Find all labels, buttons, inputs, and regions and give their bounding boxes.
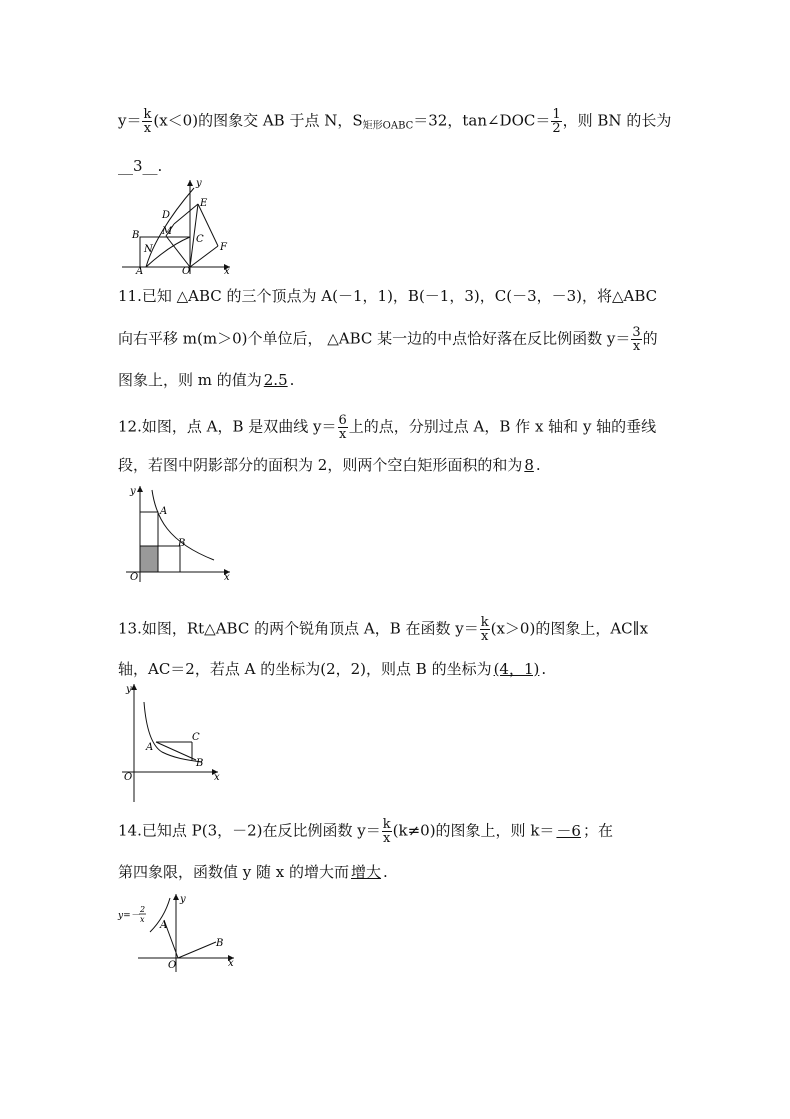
q14-answer-trend: 增大 — [351, 863, 382, 881]
label-o: O — [130, 572, 139, 583]
numerator: 6 — [338, 413, 347, 428]
line-ob — [178, 942, 216, 958]
q11-text: 的 — [642, 329, 658, 348]
q12-text: 段，若图中阴影部分的面积为 2，则两个空白矩形面积的和为 — [118, 456, 523, 474]
label-m: M — [162, 226, 173, 237]
q12-line2 — [118, 455, 541, 475]
q14-line1 — [118, 818, 613, 845]
q14-text: ；在 — [582, 821, 613, 840]
q11-text: 向右平移 m(m＞0)个单位后， △ABC 某一边的中点恰好落在反比例函数 y＝ — [118, 329, 631, 348]
q14-line2 — [118, 862, 388, 882]
q12-answer: 8 — [524, 456, 534, 474]
q11-line3 — [118, 370, 294, 390]
fraction — [480, 616, 490, 643]
label-b: B — [196, 758, 204, 769]
label-y: y — [180, 894, 186, 905]
label-a: A — [136, 266, 144, 276]
q14-text: 第四象限，函数值 y 随 x 的增大而 — [118, 863, 350, 881]
label-a: A — [160, 920, 168, 931]
label-c: C — [196, 234, 204, 245]
q10-text: y＝ — [118, 111, 142, 130]
q14-text: . — [383, 863, 388, 881]
q13-text: . — [541, 660, 547, 678]
q11-text: . — [289, 371, 295, 389]
eq-label: y=－ — [118, 911, 140, 921]
fraction — [338, 414, 348, 441]
q13-figure — [118, 680, 230, 804]
fraction — [382, 818, 392, 845]
q14-text: (k≠0)的图象上，则 k＝ — [392, 821, 555, 840]
line-ed — [174, 204, 198, 224]
y-arrow-icon — [173, 894, 179, 900]
q12-text: . — [535, 456, 541, 474]
label-x: x — [224, 266, 230, 276]
numerator: 3 — [632, 325, 641, 340]
label-o: O — [182, 266, 191, 276]
q12-text: 12.如图，点 A，B 是双曲线 y＝ — [118, 417, 337, 436]
label-x: x — [214, 772, 220, 783]
label-e: E — [200, 198, 208, 209]
numerator: 1 — [552, 107, 561, 122]
q13-text: (x＞0)的图象上，AC∥x — [490, 619, 649, 638]
eq-numerator: 2 — [140, 905, 146, 914]
q12-line1 — [118, 414, 656, 441]
y-arrow-icon — [137, 486, 143, 492]
q14-answer-k: －6 — [556, 821, 581, 840]
label-o: O — [168, 960, 177, 971]
line-fo — [190, 246, 218, 267]
denominator: 2 — [552, 121, 561, 136]
q10-text: ，则 BN 的长为 — [562, 111, 672, 130]
q11-line2 — [118, 326, 658, 353]
q13-text: 轴，AC＝2，若点 A 的坐标为(2，2)，则点 B 的坐标为 — [118, 660, 492, 678]
y-arrow-icon — [131, 684, 137, 690]
fraction — [551, 108, 561, 135]
label-a: A — [160, 506, 168, 517]
rect-a — [140, 512, 158, 546]
label-y: y — [196, 178, 202, 189]
label-x: x — [228, 958, 234, 969]
q12-text: 上的点，分别过点 A，B 作 x 轴和 y 轴的垂线 — [348, 417, 657, 436]
q13-text: 13.如图，Rt△ABC 的两个锐角顶点 A，B 在函数 y＝ — [118, 619, 479, 638]
q10-line1 — [118, 108, 671, 137]
y-arrow-icon — [187, 180, 193, 186]
label-n: N — [144, 244, 153, 255]
line-od — [166, 236, 190, 267]
q13-answer: (4，1) — [493, 660, 540, 678]
q10-figure — [118, 176, 238, 276]
label-y: y — [130, 486, 136, 497]
denominator: x — [632, 339, 641, 354]
hyperbola-curve — [152, 490, 214, 560]
label-c: C — [192, 732, 200, 743]
q13-line2 — [118, 659, 546, 679]
denominator: x — [143, 121, 152, 136]
label-x: x — [224, 572, 230, 583]
q10-text: (x＜0)的图象交 AB 于点 N，S — [153, 111, 363, 130]
label-f: F — [220, 242, 227, 253]
q12-figure — [118, 482, 238, 586]
numerator: k — [143, 107, 152, 122]
label-y: y — [126, 684, 132, 695]
fraction — [631, 326, 641, 353]
q14-text: 14.已知点 P(3，－2)在反比例函数 y＝ — [118, 821, 381, 840]
eq-denominator: x — [140, 915, 145, 924]
shaded-rect — [140, 546, 158, 572]
label-o: O — [124, 772, 133, 783]
fraction — [142, 108, 152, 135]
label-a: A — [146, 742, 154, 753]
label-d: D — [162, 210, 171, 221]
denominator: x — [383, 831, 391, 846]
denominator: x — [481, 629, 489, 644]
rect-b — [158, 546, 180, 572]
label-b: B — [216, 938, 224, 949]
q10-text: ＝32，tan∠DOC＝ — [413, 111, 551, 130]
label-b: B — [132, 230, 140, 241]
q14-figure — [116, 890, 240, 976]
q10-answer: __3__. — [118, 157, 163, 175]
denominator: x — [338, 427, 347, 442]
q11-answer: 2.5 — [263, 371, 288, 389]
label-b: B — [178, 538, 186, 549]
numerator: k — [382, 817, 391, 832]
q11-line1: 11.已知 △ABC 的三个顶点为 A(－1，1)，B(－1，3)，C(－3，－3)，将△ABC — [118, 287, 658, 305]
numerator: k — [480, 615, 489, 630]
q11-text: 图象上，则 m 的值为 — [118, 371, 262, 389]
q13-line1 — [118, 616, 648, 643]
subscript: 矩形OABC — [362, 120, 414, 132]
